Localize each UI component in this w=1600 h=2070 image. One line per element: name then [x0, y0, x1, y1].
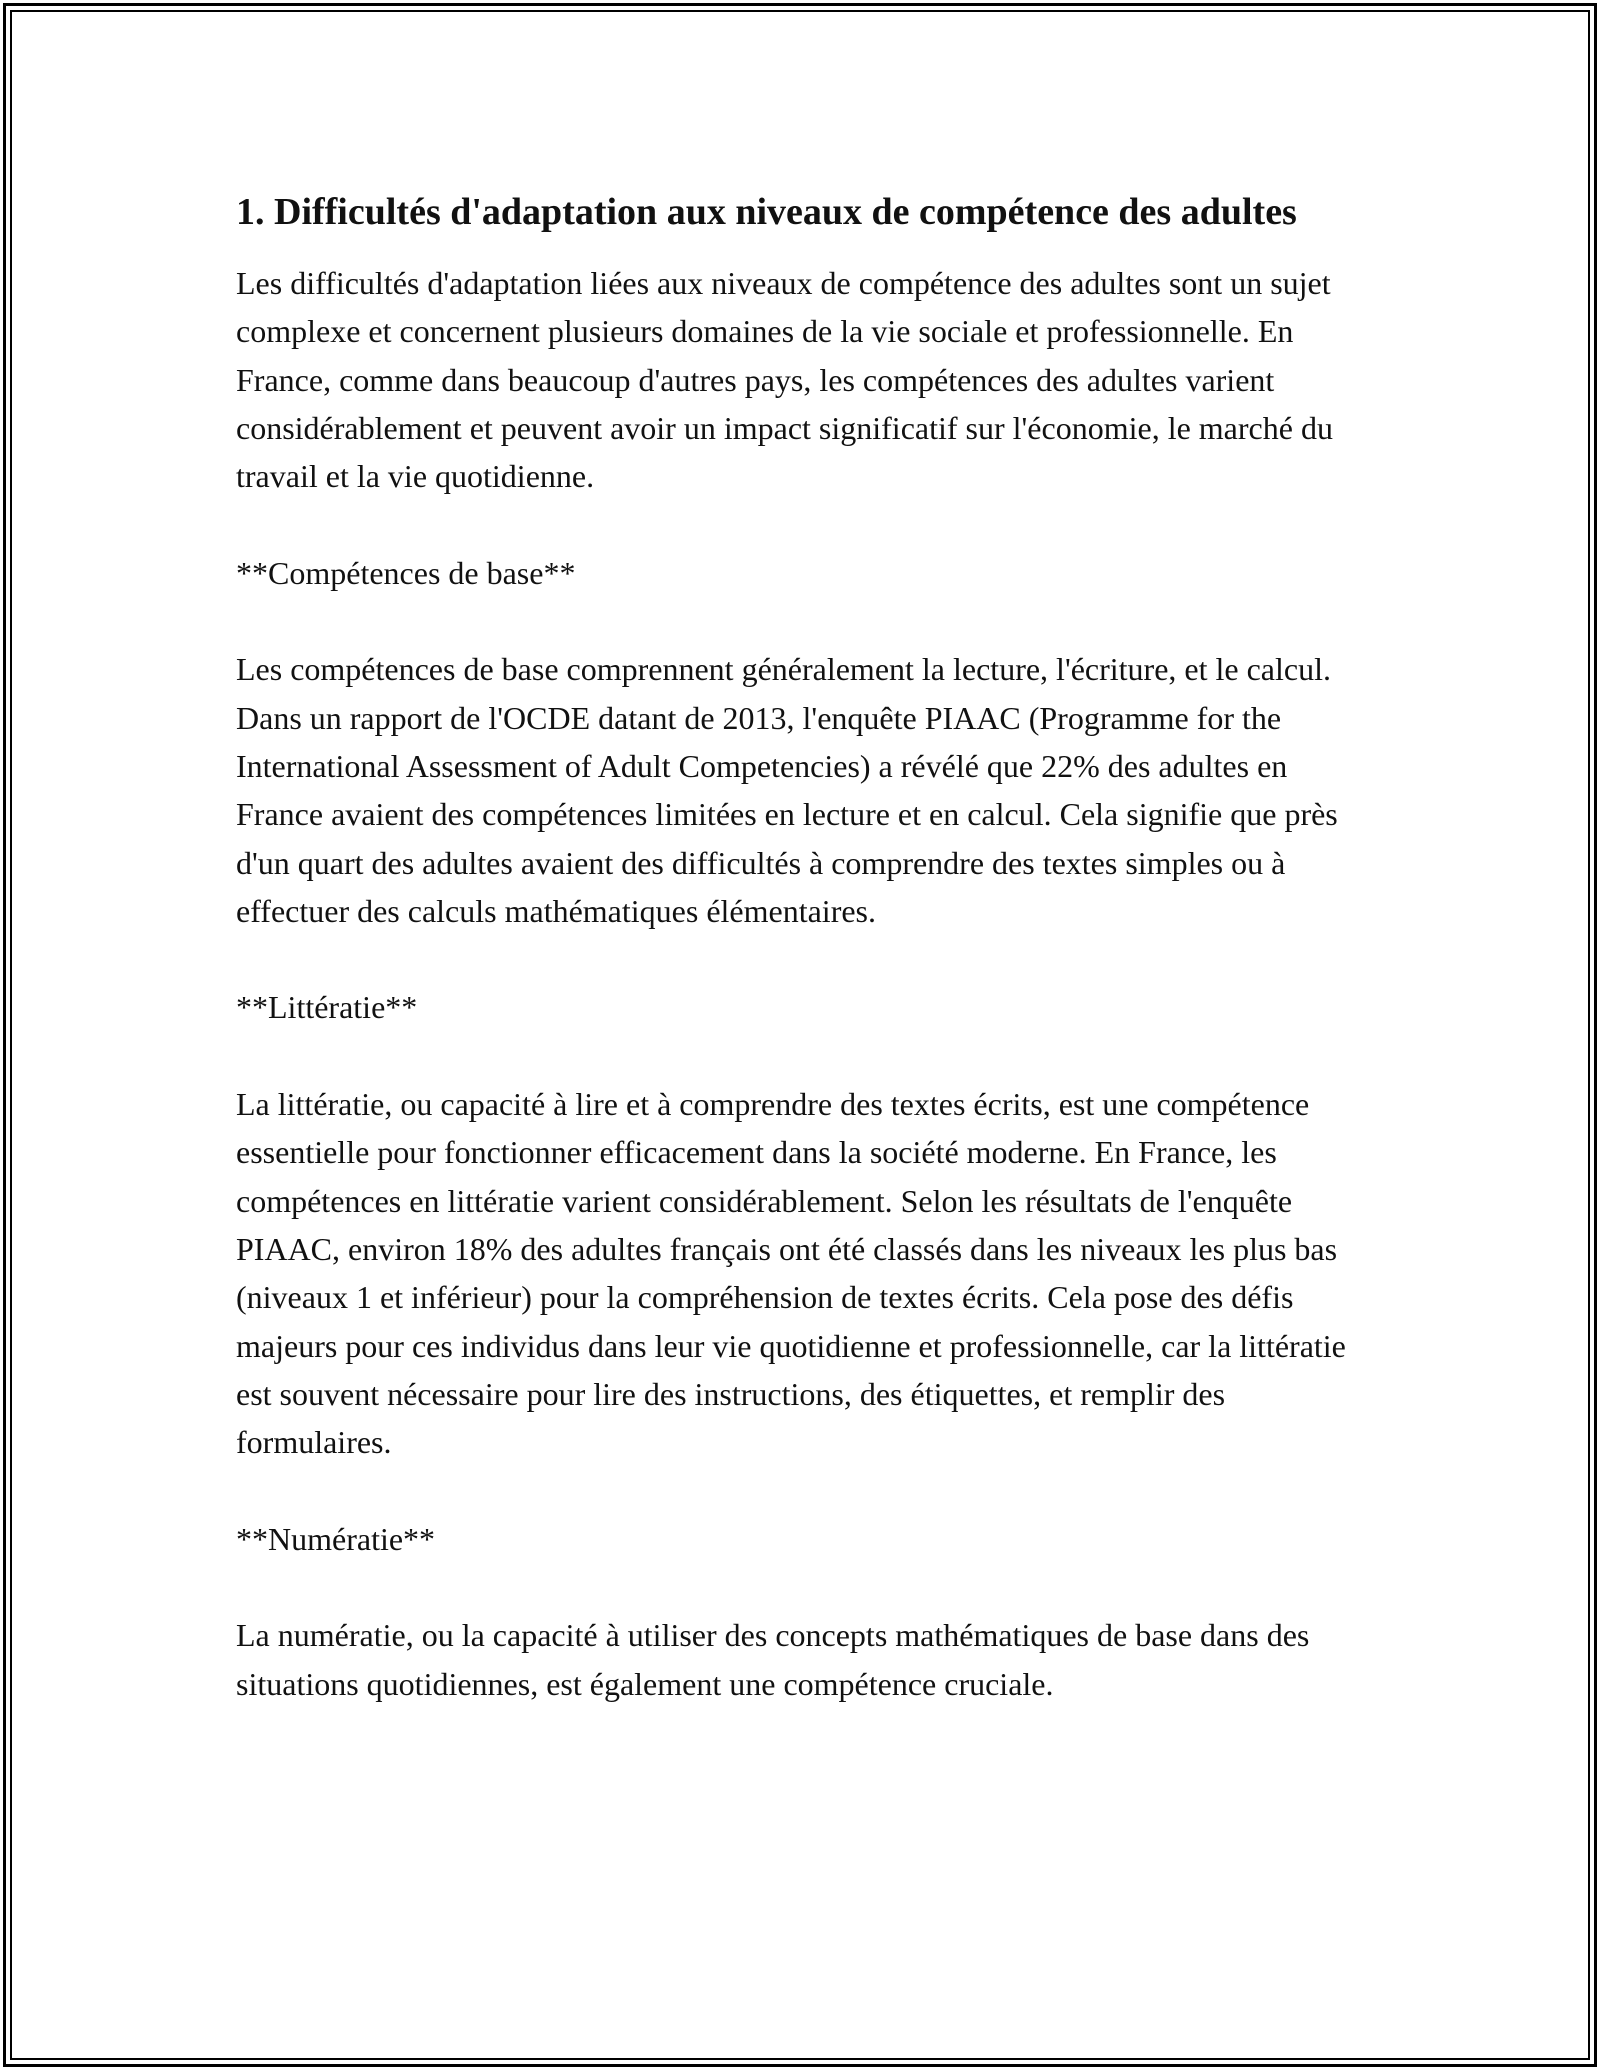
section-heading-basic-skills: **Compétences de base** — [236, 554, 576, 591]
literacy-paragraph: La littératie, ou capacité à lire et à comprendre des textes écrits, est une compétence essentielle pour fonctionner efficacement dans la société moderne. En France, les compétences en littératie varient considérablement. Selon les résultats de l'enquête PIAAC, environ 18% des adultes français ont été classés dans les niveaux les plus bas (niveaux 1 et inférieur) pour la compréhension de textes écrits. Cela pose des défis majeurs pour ces individus dans leur vie quotidienne et professionnelle, car la littératie est souvent nécessaire pour lire des instructions, des étiquettes, et remplir des formulaires. — [236, 1086, 1346, 1461]
numeracy-paragraph: La numératie, ou la capacité à utiliser des concepts mathématiques de base dans des situations quotidiennes, est également une compétence cruciale. — [236, 1617, 1310, 1702]
page-title: 1. Difficultés d'adaptation aux niveaux de compétence des adultes — [236, 191, 1297, 233]
section-heading-literacy: **Littératie** — [236, 989, 418, 1026]
basic-skills-paragraph: Les compétences de base comprennent généralement la lecture, l'écriture, et le calcul. Dans un rapport de l'OCDE datant de 2013, l'enquête PIAAC (Programme for the International Assessment of Adult Competencies) a révélé que 22% des adultes en France avaient des compétences limitées en lecture et en calcul. Cela signifie que près d'un quart des adultes avaient des difficultés à comprendre des textes simples ou à effectuer des calculs mathématiques élémentaires. — [236, 651, 1338, 929]
section-heading-numeracy: **Numératie** — [236, 1520, 436, 1557]
intro-paragraph: Les difficultés d'adaptation liées aux niveaux de compétence des adultes sont un sujet complexe et concernent plusieurs domaines de la vie sociale et professionnelle. En France, comme dans beaucoup d'autres pays, les compétences des adultes varient considérablement et peuvent avoir un impact significatif sur l'économie, le marché du travail et la vie quotidienne. — [236, 265, 1333, 495]
document-body — [236, 185, 1376, 1756]
